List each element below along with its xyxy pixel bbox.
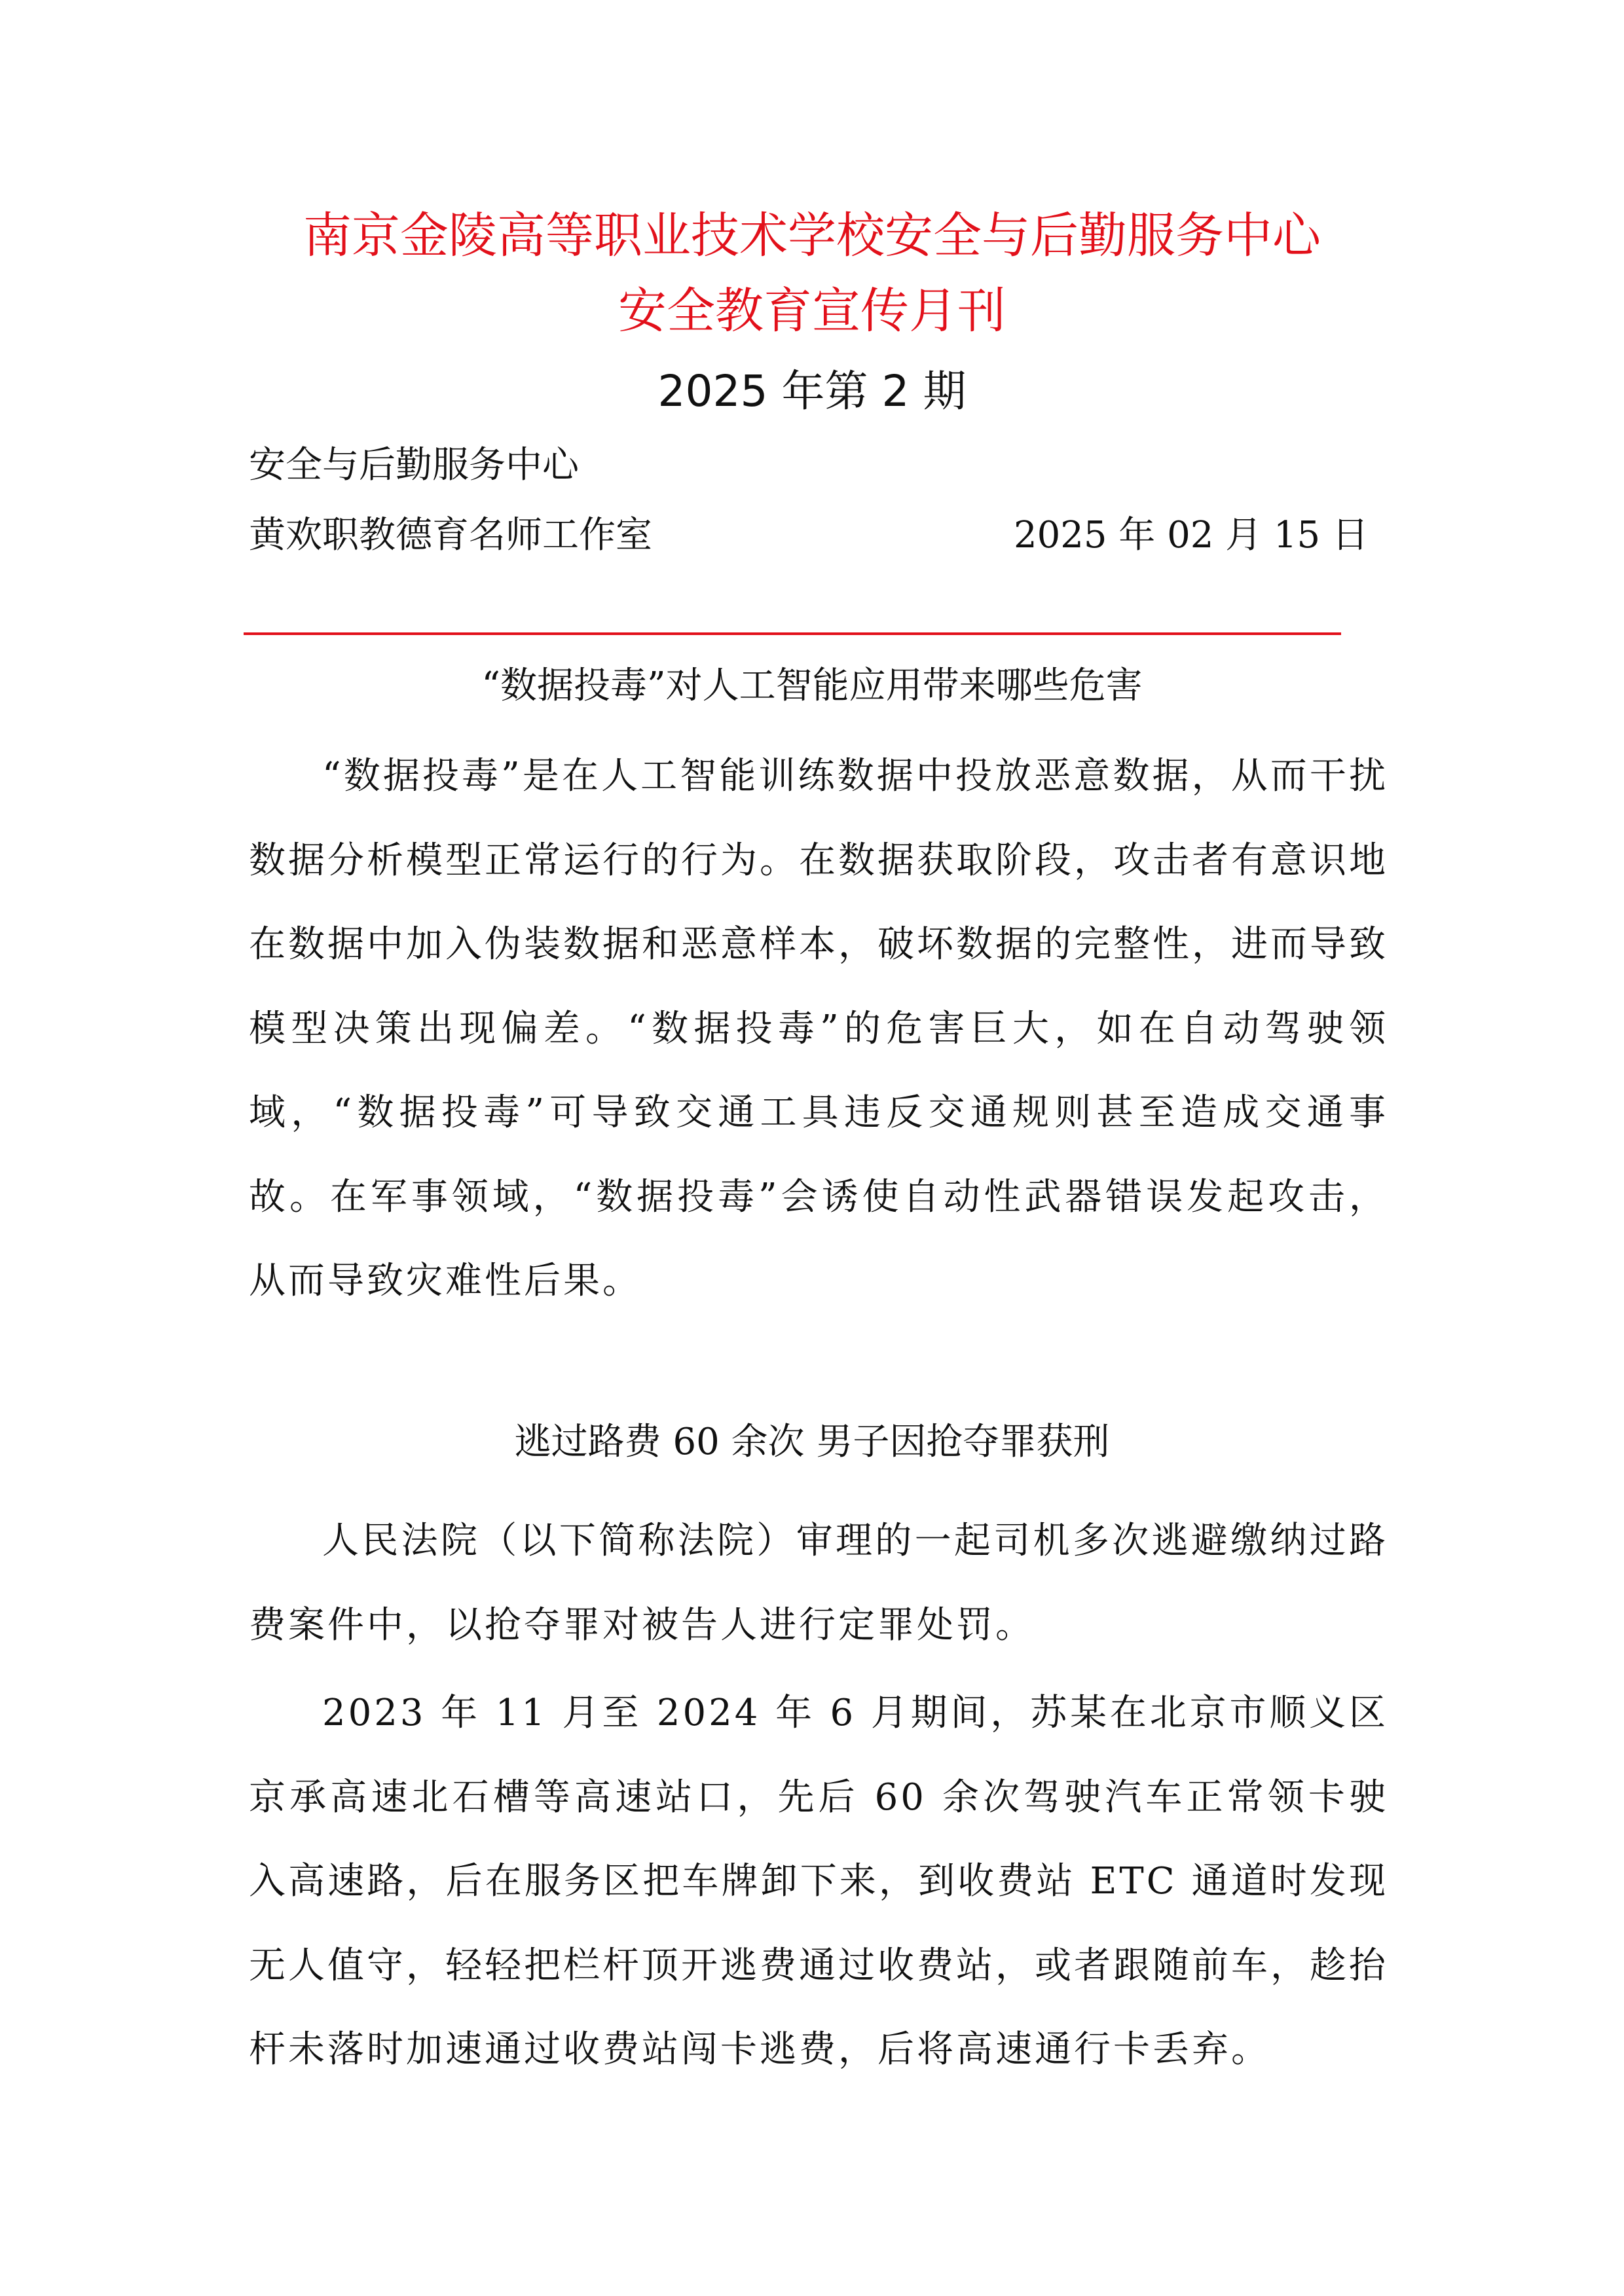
masthead-title-line-1: 南京金陵高等职业技术学校安全与后勤服务中心 [303, 208, 1321, 264]
article-2-paragraph-2: 2023 年 11 月至 2024 年 6 月期间，苏某在北京市顺义区京承高速北石槽等高速站口，先后 60 余次驾驶汽车正常领卡驶入高速路，后在服务区把车牌卸下来，到收费站 ETC 通道时发现无人值守，轻轻把栏杆顶开逃费通过收费站，或者跟随前车，趁抬杆未落时加速通过收费站闯卡逃费，后将高速通行卡丢弃。 [249, 1692, 1388, 2071]
masthead-title-line-2: 安全教育宣传月刊 [618, 283, 1006, 339]
header-divider [244, 632, 1341, 635]
issue-number: 2025 年第 2 期 [657, 366, 967, 416]
article-1-title: “数据投毒”对人工智能应用带来哪些危害 [481, 665, 1143, 707]
publisher-studio: 黄欢职教德育名师工作室 [249, 514, 652, 556]
article-1-paragraph-1: “数据投毒”是在人工智能训练数据中投放恶意数据，从而干扰数据分析模型正常运行的行为。在数据获取阶段，攻击者有意识地在数据中加入伪装数据和恶意样本，破坏数据的完整性，进而导致模型决策出现偏差。“数据投毒”的危害巨大，如在自动驾驶领域，“数据投毒”可导致交通工具违反交通规则甚至造成交通事故。在军事领域，“数据投毒”会诱使自动性武器错误发起攻击，从而导致灾难性后果。 [249, 755, 1388, 1302]
publication-date: 2025 年 02 月 15 日 [1013, 514, 1369, 556]
article-2-title: 逃过路费 60 余次 男子因抢夺罪获刑 [514, 1421, 1110, 1463]
article-2-paragraph-1: 人民法院（以下简称法院）审理的一起司机多次逃避缴纳过路费案件中，以抢夺罪对被告人进行定罪处罚。 [249, 1520, 1388, 1647]
publisher-department: 安全与后勤服务中心 [249, 444, 579, 486]
